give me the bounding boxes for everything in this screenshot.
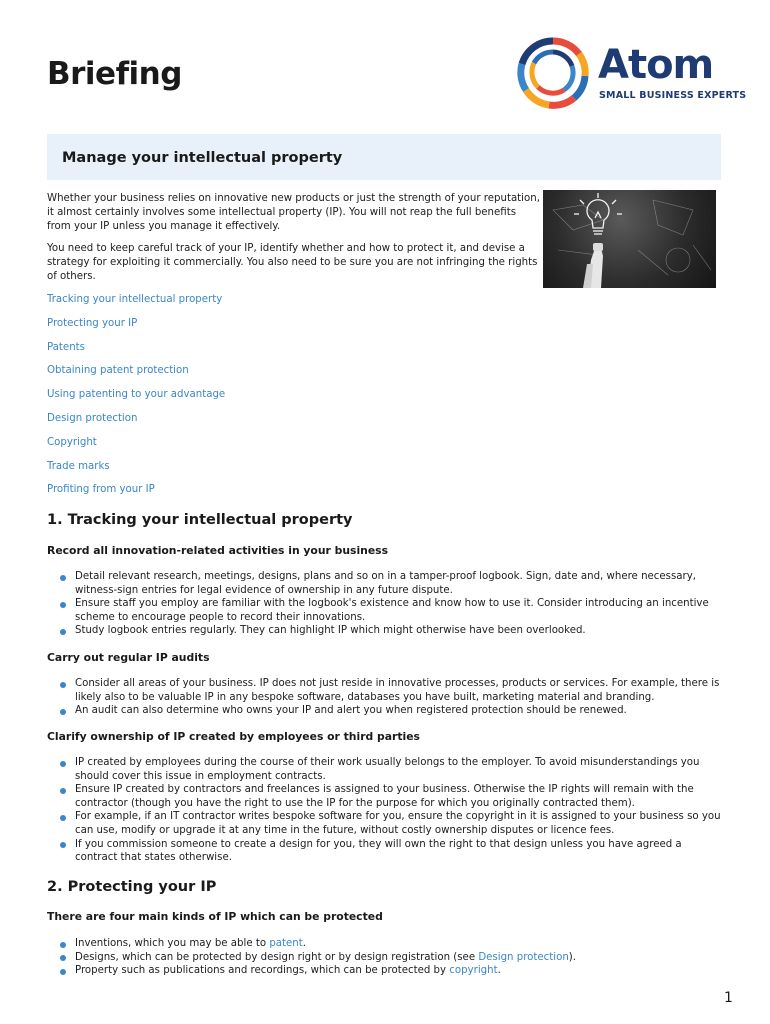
toc-link-design-protection[interactable]: Design protection [47,412,138,424]
list-item: If you commission someone to create a design for you, they will own the right to that design unless you have agreed a contract that states otherwise. [58,838,726,865]
patent-link[interactable]: patent [269,938,303,949]
lightbulb-icon [543,190,716,288]
design-protection-link[interactable]: Design protection [478,951,569,963]
list-item-text-end: . [302,938,306,949]
list-item: Ensure staff you employ are familiar with the logbook's existence and know how to use it. Consider introducing an incentive scheme to encourage people to record their innovations. [58,597,726,624]
intro-paragraph: Whether your business relies on innovative new products or just the strength of your reputation, it almost certainly involves some intellectual property (IP). You will not reap the full benefits from your IP unless you manage it effectively. [47,193,540,232]
intro-paragraph: You need to keep careful track of your IP, identify whether and how to protect it, and devise a strategy for exploiting it commercially. You also need to be sure you are not infringing the rights of others. [47,243,538,282]
section-1-title: 1. Tracking your intellectual property [47,512,353,528]
list-item: For example, if an IT contractor writes bespoke software for you, ensure the copyright in it is assigned to your business so you can use, modify or upgrade it at any time in the future, without costly ownership disputes or licence fees. [58,810,726,837]
section-heading-box [47,134,721,180]
page-number: 1 [724,990,733,1006]
toc-link-protecting[interactable]: Protecting your IP [47,317,138,329]
section-1-sub-3-heading: Clarify ownership of IP created by employees or third parties [47,730,420,743]
section-2-title: 2. Protecting your IP [47,879,217,895]
list-item: Detail relevant research, meetings, designs, plans and so on in a tamper-proof logbook. Sign, date and, where necessary, witness-sign entries for legal evidence of ownership in any future dispute. [58,570,726,597]
list-item: IP created by employees during the course of their work usually belongs to the employer. To avoid misunderstandings you should cover this issue in employment contracts. [58,756,726,783]
toc-link-trade-marks[interactable]: Trade marks [47,460,110,472]
intro-text [47,192,542,292]
section-2-sub-1-list [58,937,726,978]
list-item-text-end: . [497,965,501,977]
list-item: Ensure IP created by contractors and freelances is assigned to your business. Otherwise the IP rights will remain with the contractor (though you have the right to use the IP for the purpose for which you originally contracted them). [58,783,726,810]
section-1-sub-2-list [58,677,726,718]
toc-link-patents[interactable]: Patents [47,341,85,353]
section-2-sub-1-heading: There are four main kinds of IP which can be protected [47,910,383,923]
toc-link-profiting[interactable]: Profiting from your IP [47,484,155,496]
list-item: Study logbook entries regularly. They can highlight IP which might otherwise have been overlooked. [58,624,726,638]
toc-link-obtaining-patent[interactable]: Obtaining patent protection [47,365,189,377]
logo-tagline: SMALL BUSINESS EXPERTS [599,90,747,101]
list-item: Consider all areas of your business. IP does not just reside in innovative processes, products or services. For example, there is likely also to be valuable IP in any bespoke software, databases you have built, marketing material and branding. [58,677,726,704]
page-title: Briefing [47,56,182,92]
list-item [58,951,726,965]
list-item [58,964,726,978]
list-item-text: Property such as publications and recordings, which can be protected by [75,965,450,977]
table-of-contents [47,294,225,508]
list-item: An audit can also determine who owns your IP and alert you when registered protection should be renewed. [58,704,726,718]
toc-link-copyright[interactable]: Copyright [47,436,97,448]
copyright-link[interactable]: copyright [449,965,498,977]
list-item-text: Inventions, which you may be able to [75,938,270,949]
logo-wordmark: Atom [598,42,714,88]
section-1-sub-1-list [58,570,726,638]
toc-link-tracking[interactable]: Tracking your intellectual property [47,294,223,305]
atom-logo [516,36,747,110]
intro-heading: Manage your intellectual property [62,150,343,166]
section-1-sub-2-heading: Carry out regular IP audits [47,651,210,664]
list-item-text-end: ). [568,951,577,963]
list-item [58,937,726,951]
section-1-sub-3-list [58,756,726,865]
lightbulb-hand-image [543,190,716,288]
list-item-text: Designs, which can be protected by design right or by design registration (see [75,951,479,963]
toc-link-using-patenting[interactable]: Using patenting to your advantage [47,389,226,401]
section-1-sub-1-heading: Record all innovation-related activities in your business [47,544,389,557]
atom-ring-icon [516,36,590,110]
